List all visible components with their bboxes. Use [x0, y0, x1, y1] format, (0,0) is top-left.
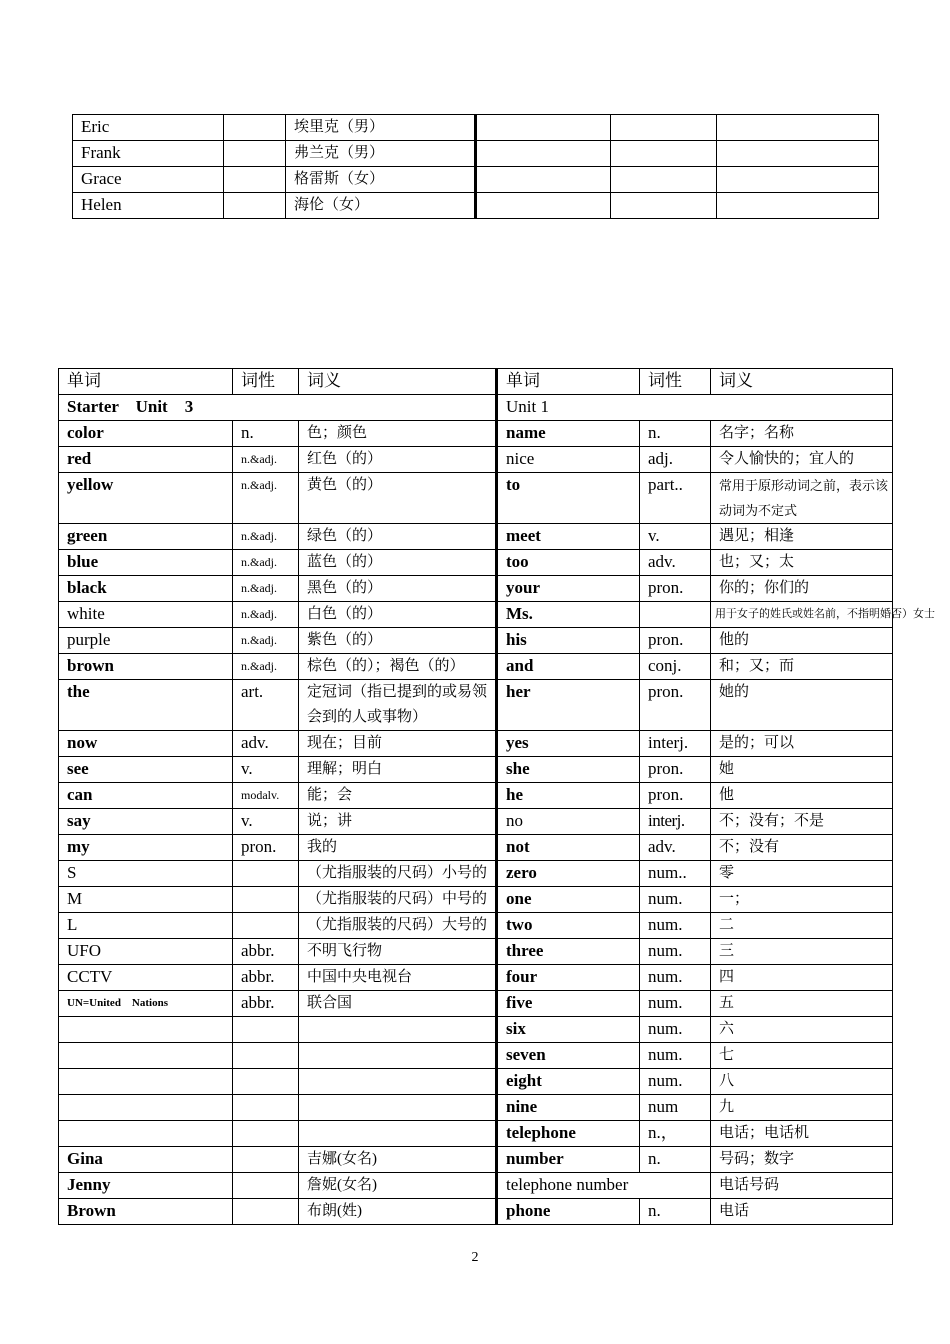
meaning-cell: 号码；数字 — [711, 1147, 893, 1173]
table-row — [59, 1017, 893, 1043]
meaning-cell: 现在；目前 — [299, 731, 497, 757]
word-cell: and — [497, 654, 640, 680]
meaning-cell: 二 — [711, 913, 893, 939]
table-row — [59, 602, 893, 628]
pos-cell: num. — [640, 965, 711, 991]
table-row — [59, 965, 893, 991]
word-cell: Helen — [73, 193, 224, 219]
table-row — [59, 731, 893, 757]
word-cell: color — [59, 421, 233, 447]
meaning-cell: 黑色（的） — [299, 576, 497, 602]
word-cell: Frank — [73, 141, 224, 167]
pos-cell — [224, 193, 286, 219]
table-row — [59, 939, 893, 965]
meaning-cell: 七 — [711, 1043, 893, 1069]
word-cell: UFO — [59, 939, 233, 965]
pos-cell — [233, 887, 299, 913]
meaning-cell: 海伦（女） — [286, 193, 476, 219]
table-row — [73, 141, 879, 167]
table-row — [59, 550, 893, 576]
section-row — [59, 395, 893, 421]
meaning-cell: 能；会 — [299, 783, 497, 809]
word-cell: my — [59, 835, 233, 861]
pos-cell: v. — [233, 809, 299, 835]
meaning-cell: 弗兰克（男） — [286, 141, 476, 167]
pos-cell — [224, 115, 286, 141]
pos-cell: num. — [640, 913, 711, 939]
meaning-cell: 吉娜(女名) — [299, 1147, 497, 1173]
table-row — [59, 680, 893, 731]
pos-cell — [611, 115, 717, 141]
pos-cell — [611, 141, 717, 167]
meaning-cell — [717, 167, 879, 193]
pos-cell: pron. — [640, 628, 711, 654]
meaning-cell: 六 — [711, 1017, 893, 1043]
meaning-cell: 蓝色（的） — [299, 550, 497, 576]
names-table — [72, 114, 879, 219]
meaning-cell: 三 — [711, 939, 893, 965]
meaning-cell — [717, 141, 879, 167]
pos-cell: pron. — [640, 783, 711, 809]
header-meaning: 词义 — [299, 369, 497, 395]
pos-cell: n. — [640, 421, 711, 447]
table-row — [59, 757, 893, 783]
word-cell: telephone — [497, 1121, 640, 1147]
pos-cell: modalv. — [233, 783, 299, 809]
pos-cell — [233, 1121, 299, 1147]
word-cell: meet — [497, 524, 640, 550]
table-row — [59, 1095, 893, 1121]
meaning-cell: 棕色（的）；褐色（的） — [299, 654, 497, 680]
pos-cell: num.. — [640, 861, 711, 887]
pos-cell: pron. — [640, 576, 711, 602]
meaning-cell: 他 — [711, 783, 893, 809]
header-meaning: 词义 — [711, 369, 893, 395]
section-title-right: Unit 1 — [497, 395, 893, 421]
meaning-cell: 四 — [711, 965, 893, 991]
meaning-cell — [299, 1095, 497, 1121]
pos-cell: pron. — [640, 757, 711, 783]
vocab-table — [58, 368, 935, 1225]
meaning-cell: 和；又；而 — [711, 654, 893, 680]
word-cell: Ms. — [497, 602, 640, 628]
pos-cell: pron. — [640, 680, 711, 731]
word-cell: zero — [497, 861, 640, 887]
pos-cell: abbr. — [233, 991, 299, 1017]
pos-cell: n.&adj. — [233, 602, 299, 628]
meaning-cell: 是的；可以 — [711, 731, 893, 757]
word-cell: eight — [497, 1069, 640, 1095]
word-cell: see — [59, 757, 233, 783]
meaning-cell — [717, 115, 879, 141]
word-cell: Grace — [73, 167, 224, 193]
word-cell: CCTV — [59, 965, 233, 991]
word-cell: blue — [59, 550, 233, 576]
meaning-cell: 电话 — [711, 1199, 893, 1225]
word-cell: S — [59, 861, 233, 887]
word-cell: two — [497, 913, 640, 939]
pos-cell — [233, 1199, 299, 1225]
word-cell — [476, 141, 611, 167]
table-row — [59, 887, 893, 913]
pos-cell: adv. — [640, 835, 711, 861]
table-row — [73, 193, 879, 219]
pos-cell: v. — [233, 757, 299, 783]
pos-cell: interj. — [640, 731, 711, 757]
pos-cell: n.&adj. — [233, 524, 299, 550]
meaning-cell: 紫色（的） — [299, 628, 497, 654]
word-cell: to — [497, 473, 640, 524]
meaning-cell: （尤指服装的尺码）小号的 — [299, 861, 497, 887]
word-cell: Eric — [73, 115, 224, 141]
word-cell: his — [497, 628, 640, 654]
word-cell — [476, 193, 611, 219]
table-row — [59, 421, 893, 447]
table-row — [59, 576, 893, 602]
meaning-cell: 她的 — [711, 680, 893, 731]
meaning-cell: 他的 — [711, 628, 893, 654]
word-cell: telephone number — [497, 1173, 711, 1199]
header-word: 单词 — [59, 369, 233, 395]
word-cell: name — [497, 421, 640, 447]
pos-cell: num. — [640, 887, 711, 913]
pos-cell: adv. — [233, 731, 299, 757]
pos-cell: num. — [640, 1017, 711, 1043]
table-row — [59, 1069, 893, 1095]
word-cell: nine — [497, 1095, 640, 1121]
pos-cell: n. — [233, 421, 299, 447]
meaning-cell — [299, 1121, 497, 1147]
meaning-cell: 也；又；太 — [711, 550, 893, 576]
header-word: 单词 — [497, 369, 640, 395]
table-row — [59, 861, 893, 887]
meaning-cell: （尤指服装的尺码）大号的 — [299, 913, 497, 939]
pos-cell: adj. — [640, 447, 711, 473]
word-cell: UN=United Nations — [59, 991, 233, 1017]
word-cell: nice — [497, 447, 640, 473]
word-cell: yes — [497, 731, 640, 757]
meaning-cell: 一； — [711, 887, 893, 913]
word-cell: number — [497, 1147, 640, 1173]
meaning-cell: 格雷斯（女） — [286, 167, 476, 193]
pos-cell — [233, 1173, 299, 1199]
pos-cell: conj. — [640, 654, 711, 680]
pos-cell: n.&adj. — [233, 628, 299, 654]
section-title-left: Starter Unit 3 — [59, 395, 497, 421]
pos-cell — [233, 1147, 299, 1173]
word-cell — [476, 167, 611, 193]
table-row — [59, 654, 893, 680]
pos-cell: num — [640, 1095, 711, 1121]
meaning-cell — [299, 1069, 497, 1095]
pos-cell: adv. — [640, 550, 711, 576]
meaning-cell — [299, 1043, 497, 1069]
meaning-cell: 八 — [711, 1069, 893, 1095]
pos-cell: abbr. — [233, 965, 299, 991]
pos-cell: v. — [640, 524, 711, 550]
pos-cell: n.&adj. — [233, 473, 299, 524]
header-pos: 词性 — [233, 369, 299, 395]
table-row — [59, 1147, 893, 1173]
word-cell: now — [59, 731, 233, 757]
meaning-cell: 黄色（的） — [299, 473, 497, 524]
meaning-cell: 色；颜色 — [299, 421, 497, 447]
table-row — [59, 473, 893, 524]
word-cell: white — [59, 602, 233, 628]
header-row — [59, 369, 893, 395]
table-row — [59, 991, 893, 1017]
meaning-cell — [299, 1017, 497, 1043]
pos-cell — [611, 193, 717, 219]
meaning-cell: 说；讲 — [299, 809, 497, 835]
meaning-cell — [717, 193, 879, 219]
table-row — [59, 1199, 893, 1225]
word-cell: brown — [59, 654, 233, 680]
meaning-cell: 联合国 — [299, 991, 497, 1017]
table-row — [59, 913, 893, 939]
pos-cell — [233, 913, 299, 939]
word-cell — [59, 1017, 233, 1043]
meaning-cell: 定冠词（指已提到的或易领会到的人或事物） — [299, 680, 497, 731]
meaning-cell: （尤指服装的尺码）中号的 — [299, 887, 497, 913]
pos-cell: num. — [640, 1043, 711, 1069]
table-row — [59, 447, 893, 473]
pos-cell: interj. — [640, 809, 711, 835]
pos-cell: n.&adj. — [233, 576, 299, 602]
word-cell: your — [497, 576, 640, 602]
pos-cell — [233, 1043, 299, 1069]
word-cell: six — [497, 1017, 640, 1043]
word-cell: Jenny — [59, 1173, 233, 1199]
word-cell: Gina — [59, 1147, 233, 1173]
meaning-cell: 电话号码 — [711, 1173, 893, 1199]
pos-cell — [233, 1017, 299, 1043]
meaning-cell: 詹妮(女名) — [299, 1173, 497, 1199]
pos-cell: num. — [640, 991, 711, 1017]
table-row — [73, 115, 879, 141]
pos-cell — [233, 1095, 299, 1121]
meaning-cell: 九 — [711, 1095, 893, 1121]
pos-cell: pron. — [233, 835, 299, 861]
meaning-cell: 令人愉快的；宜人的 — [711, 447, 893, 473]
word-cell: too — [497, 550, 640, 576]
word-cell: say — [59, 809, 233, 835]
word-cell: four — [497, 965, 640, 991]
word-cell: one — [497, 887, 640, 913]
word-cell: L — [59, 913, 233, 939]
meaning-cell: 零 — [711, 861, 893, 887]
pos-cell: num. — [640, 939, 711, 965]
word-cell — [59, 1095, 233, 1121]
word-cell: M — [59, 887, 233, 913]
word-cell: three — [497, 939, 640, 965]
word-cell: no — [497, 809, 640, 835]
meaning-cell: 理解；明白 — [299, 757, 497, 783]
table-row — [59, 783, 893, 809]
pos-cell: n.&adj. — [233, 550, 299, 576]
word-cell: she — [497, 757, 640, 783]
pos-cell: part.. — [640, 473, 711, 524]
word-cell: black — [59, 576, 233, 602]
word-cell: phone — [497, 1199, 640, 1225]
page-number: 2 — [471, 1250, 479, 1265]
pos-cell — [224, 141, 286, 167]
meaning-cell: 常用于原形动词之前，表示该动词为不定式 — [711, 473, 893, 524]
word-cell: seven — [497, 1043, 640, 1069]
word-cell: red — [59, 447, 233, 473]
table-row — [59, 524, 893, 550]
pos-cell: n.&adj. — [233, 654, 299, 680]
word-cell: her — [497, 680, 640, 731]
pos-cell: n. — [640, 1199, 711, 1225]
table-row — [59, 1043, 893, 1069]
table-row — [73, 167, 879, 193]
word-cell: purple — [59, 628, 233, 654]
pos-cell — [233, 1069, 299, 1095]
table-row — [59, 835, 893, 861]
word-cell — [59, 1043, 233, 1069]
meaning-cell: 我的 — [299, 835, 497, 861]
meaning-cell: 布朗(姓) — [299, 1199, 497, 1225]
pos-cell: art. — [233, 680, 299, 731]
meaning-cell: 她 — [711, 757, 893, 783]
meaning-cell: 绿色（的） — [299, 524, 497, 550]
table-row — [59, 628, 893, 654]
pos-cell — [640, 602, 711, 628]
meaning-cell: 不；没有 — [711, 835, 893, 861]
meaning-cell: 不；没有；不是 — [711, 809, 893, 835]
pos-cell: n. — [640, 1147, 711, 1173]
meaning-cell: 埃里克（男） — [286, 115, 476, 141]
word-cell: Brown — [59, 1199, 233, 1225]
pos-cell: num. — [640, 1069, 711, 1095]
meaning-cell: 白色（的） — [299, 602, 497, 628]
word-cell: he — [497, 783, 640, 809]
word-cell — [59, 1121, 233, 1147]
word-cell — [59, 1069, 233, 1095]
table-row — [59, 1121, 893, 1147]
meaning-cell: 不明飞行物 — [299, 939, 497, 965]
word-cell: five — [497, 991, 640, 1017]
meaning-cell: 五 — [711, 991, 893, 1017]
meaning-cell: 你的；你们的 — [711, 576, 893, 602]
word-cell: yellow — [59, 473, 233, 524]
word-cell: the — [59, 680, 233, 731]
pos-cell: n.&adj. — [233, 447, 299, 473]
meaning-cell: 电话；电话机 — [711, 1121, 893, 1147]
pos-cell: abbr. — [233, 939, 299, 965]
pos-cell — [224, 167, 286, 193]
meaning-cell: 名字；名称 — [711, 421, 893, 447]
meaning-cell: 红色（的） — [299, 447, 497, 473]
pos-cell — [233, 861, 299, 887]
meaning-cell: 用于女子的姓氏或姓名前，不指明婚否）女士 — [711, 602, 893, 628]
word-cell: can — [59, 783, 233, 809]
header-pos: 词性 — [640, 369, 711, 395]
word-cell — [476, 115, 611, 141]
pos-cell — [611, 167, 717, 193]
table-row — [59, 1173, 893, 1199]
meaning-cell: 遇见；相逢 — [711, 524, 893, 550]
meaning-cell: 中国中央电视台 — [299, 965, 497, 991]
word-cell: not — [497, 835, 640, 861]
pos-cell: n.， — [640, 1121, 711, 1147]
word-cell: green — [59, 524, 233, 550]
table-row — [59, 809, 893, 835]
